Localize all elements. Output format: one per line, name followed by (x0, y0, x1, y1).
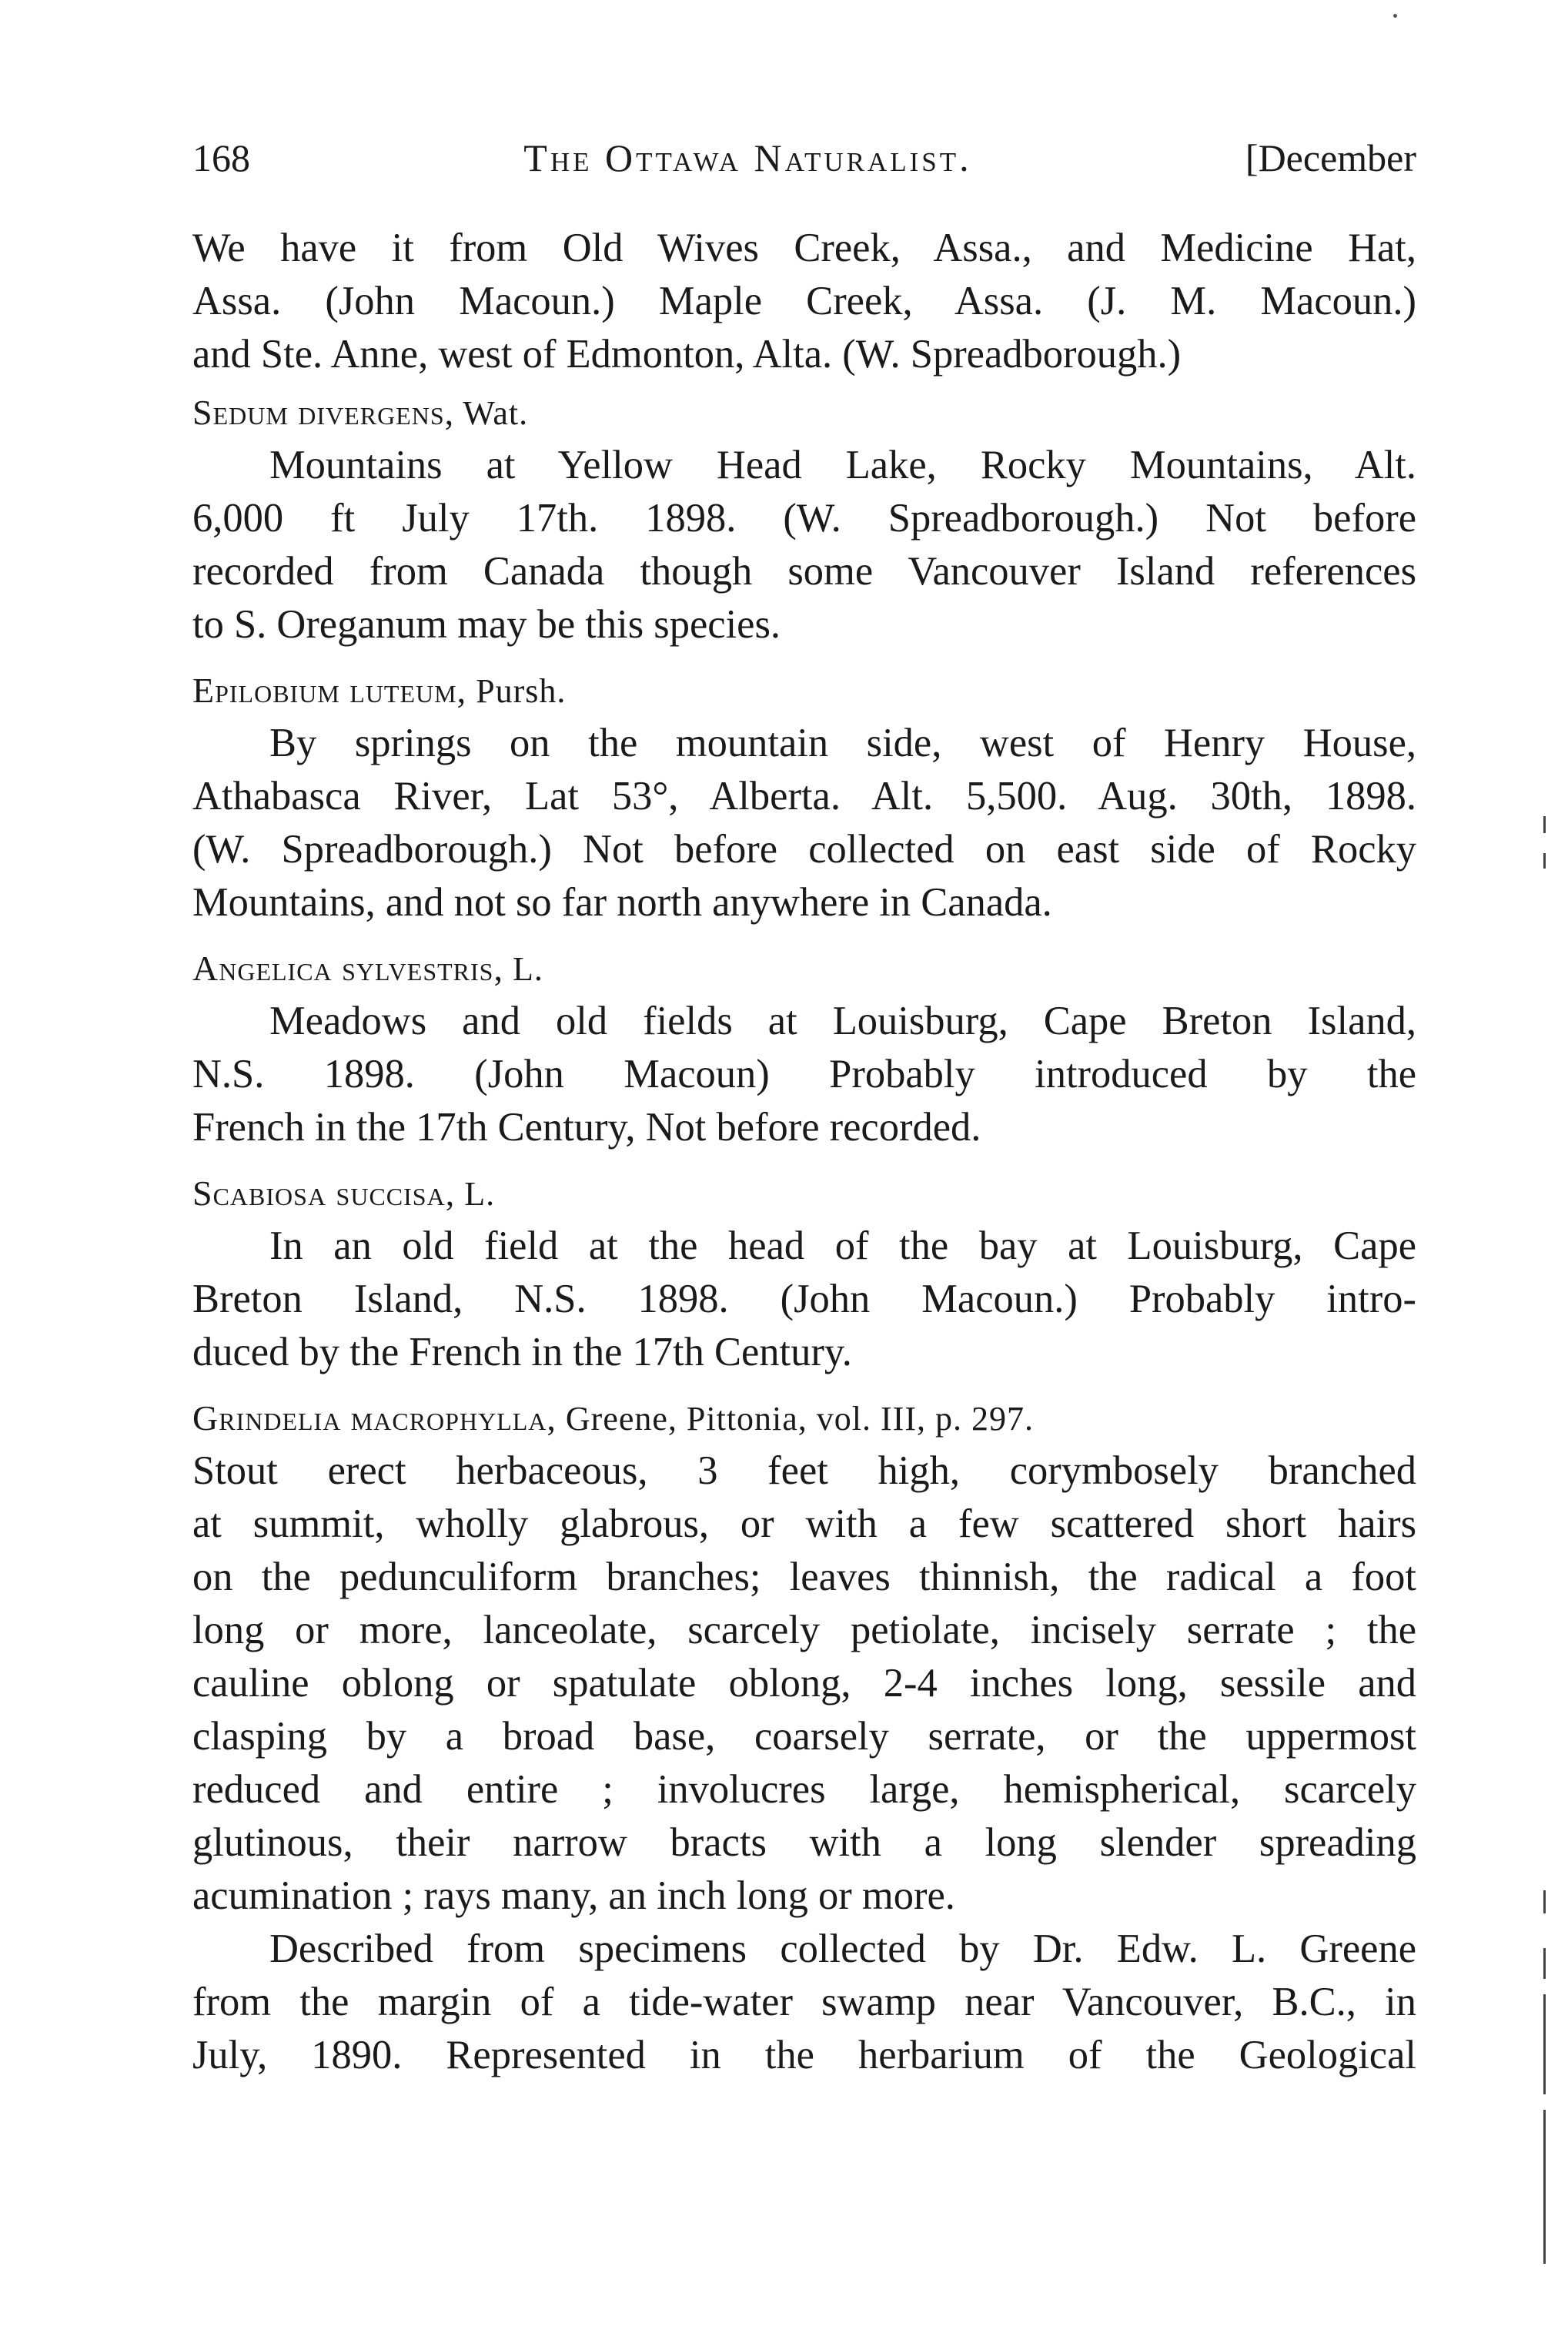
text-line: July, 1890. Represented in the herbarium of the Geological (192, 2033, 1416, 2077)
body-text (192, 222, 1416, 2082)
text-line: French in the 17th Century, Not before recorded. (192, 1105, 981, 1150)
species-name: Angelica sylvestris, (192, 949, 503, 988)
page-header (192, 131, 1416, 185)
text-line: clasping by a broad base, coarsely serrate, or the uppermost (192, 1714, 1416, 1759)
page-number: 168 (192, 136, 250, 179)
species-heading-angelica (192, 942, 1416, 995)
text-line: glutinous, their narrow bracts with a long slender spreading (192, 1820, 1416, 1865)
scan-mark (1543, 1994, 1546, 2094)
species-entry-grindelia (192, 1444, 1416, 2082)
species-authority: Pursh. (476, 672, 567, 710)
species-entry-angelica (192, 995, 1416, 1154)
scan-mark (1543, 1890, 1546, 1913)
text-line: Described from specimens collected by Dr. Edw. L. Greene (269, 1927, 1416, 1971)
text-line: We have it from Old Wives Creek, Assa., and Medicine Hat, (192, 226, 1416, 270)
text-line: Breton Island, N.S. 1898. (John Macoun.) Probably intro- (192, 1277, 1416, 1321)
text-line: Mountains, and not so far north anywhere in Canada. (192, 880, 1052, 925)
text-line: Assa. (John Macoun.) Maple Creek, Assa. (J. M. Macoun.) (192, 279, 1416, 323)
species-authority: L. (464, 1175, 496, 1213)
species-name: Sedum divergens, (192, 393, 455, 432)
text-line: to S. Oreganum may be this species. (192, 602, 781, 647)
issue-month: [December (1245, 136, 1416, 179)
text-line: acumination ; rays many, an inch long or more. (192, 1873, 955, 1918)
scan-mark (1543, 853, 1546, 869)
intro-paragraph (192, 222, 1416, 381)
text-line: 6,000 ft July 17th. 1898. (W. Spreadborough.) Not before (192, 496, 1416, 541)
scan-margin-marks (1543, 816, 1559, 2279)
species-heading-grindelia (192, 1391, 1416, 1444)
scan-mark (1543, 816, 1546, 833)
running-title: The Ottawa Naturalist. (523, 136, 972, 179)
text-line: cauline oblong or spatulate oblong, 2-4 inches long, sessile and (192, 1661, 1416, 1706)
text-line: duced by the French in the 17th Century. (192, 1330, 852, 1374)
text-line: on the pedunculiform branches; leaves thinnish, the radical a foot (192, 1555, 1416, 1599)
species-authority: Greene, Pittonia, vol. III, p. 297. (565, 1400, 1034, 1438)
text-line: Meadows and old fields at Louisburg, Cape Breton Island, (269, 999, 1416, 1043)
text-line: By springs on the mountain side, west of Henry House, (269, 721, 1416, 765)
text-line: reduced and entire ; involucres large, hemispherical, scarcely (192, 1767, 1416, 1812)
text-line: Mountains at Yellow Head Lake, Rocky Mountains, Alt. (269, 443, 1416, 487)
scan-mark (1543, 2110, 1546, 2264)
species-authority: L. (512, 950, 543, 988)
text-line: (W. Spreadborough.) Not before collected on east side of Rocky (192, 827, 1416, 872)
text-line: long or more, lanceolate, scarcely petiolate, incisely serrate ; the (192, 1608, 1416, 1652)
scan-mark (1543, 1948, 1546, 1979)
species-name: Scabiosa succisa, (192, 1173, 456, 1213)
speck-mark (1393, 14, 1397, 18)
text-line: from the margin of a tide-water swamp near Vancouver, B.C., in (192, 1980, 1416, 2024)
species-name: Epilobium luteum, (192, 671, 467, 710)
text-line: N.S. 1898. (John Macoun) Probably introduced by the (192, 1052, 1416, 1096)
species-heading-sedum (192, 386, 1416, 439)
species-entry-scabiosa (192, 1220, 1416, 1379)
text-line: In an old field at the head of the bay at Louisburg, Cape (269, 1224, 1416, 1268)
species-heading-epilobium (192, 664, 1416, 717)
species-heading-scabiosa (192, 1167, 1416, 1220)
species-authority: Wat. (463, 394, 529, 432)
text-line: recorded from Canada though some Vancouver Island references (192, 549, 1416, 594)
text-line: at summit, wholly glabrous, or with a few scattered short hairs (192, 1501, 1416, 1546)
species-entry-sedum (192, 439, 1416, 651)
text-line: and Ste. Anne, west of Edmonton, Alta. (W. Spreadborough.) (192, 332, 1182, 377)
species-name: Grindelia macrophylla, (192, 1398, 557, 1438)
text-line: Athabasca River, Lat 53°, Alberta. Alt. 5,500. Aug. 30th, 1898. (192, 774, 1416, 818)
text-line: Stout erect herbaceous, 3 feet high, corymbosely branched (192, 1448, 1416, 1493)
species-entry-epilobium (192, 717, 1416, 929)
